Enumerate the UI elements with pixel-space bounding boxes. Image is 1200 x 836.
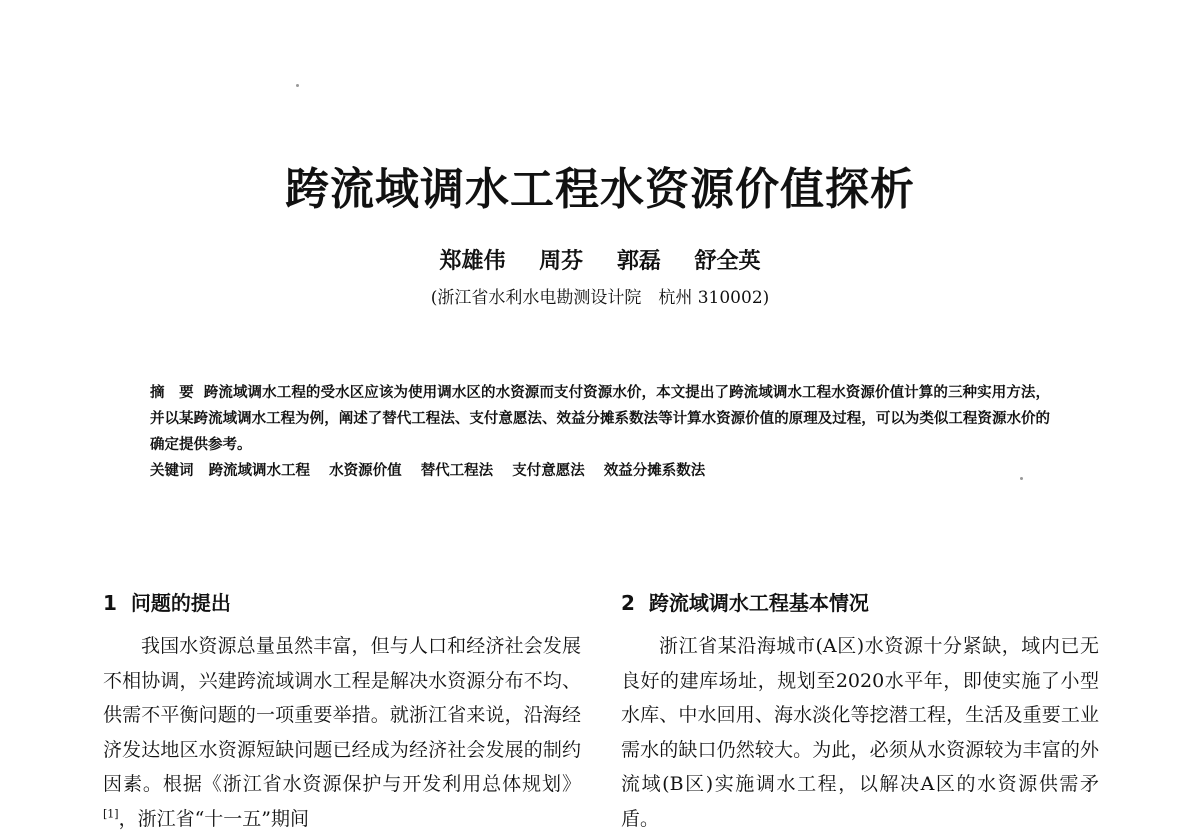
keyword: 水资源价值 [329,463,402,479]
keywords-label: 关键词 [150,463,194,479]
author-name: 周芬 [539,249,584,274]
section-paragraph [103,629,581,836]
section-paragraph: 浙江省某沿海城市(A区)水资源十分紧缺，域内已无良好的建库场址，规划至2020水平年，即使实施了小型水库、中水回用、海水淡化等挖潜工程，生活及重要工业需水的缺口仍然较大。为此，必须从水资源较为丰富的外流域(B区)实施调水工程，以解决A区的水资源供需矛盾。 [621,635,1099,830]
section-title: 跨流域调水工程基本情况 [648,591,869,615]
left-column [103,583,581,836]
author-list [0,244,1200,275]
keyword: 支付意愿法 [512,463,585,479]
paragraph-text: 我国水资源总量虽然丰富，但与人口和经济社会发展不相协调，兴建跨流域调水工程是解决水资源分布不均、供需不平衡问题的一项重要举措。就浙江省来说，沿海经济发达地区水资源短缺问题已经成为经济社会发展的制约因素。根据《浙江省水资源保护与开发利用总体规划》 [103,635,581,795]
section-heading [103,583,581,623]
paper-title: 跨流域调水工程水资源价值探析 [285,164,915,215]
citation-ref: [1] [103,807,119,821]
abstract [150,380,1050,458]
keyword: 跨流域调水工程 [208,463,311,479]
keywords [150,458,1050,484]
section-number: 2 [621,591,635,615]
right-column [621,583,1099,836]
abstract-text: 跨流域调水工程的受水区应该为使用调水区的水资源而支付资源水价，本文提出了跨流域调水工程水资源价值计算的三种实用方法，并以某跨流域调水工程为例，阐述了替代工程法、支付意愿法、效益分摊系数法等计算水资源价值的原理及过程，可以为类似工程资源水价的确定提供参考。 [150,385,1051,453]
author-name: 舒全英 [694,249,761,274]
paragraph-text-continued: ，浙江省“十一五”期间 [118,807,310,830]
keyword: 替代工程法 [420,463,494,479]
keyword: 效益分摊系数法 [603,463,706,479]
section-heading [621,583,1099,623]
scan-speck [1020,477,1023,480]
abstract-label: 摘 要 [150,385,194,401]
abstract-block [150,380,1050,484]
author-name: 郭磊 [616,249,661,274]
section-number: 1 [103,591,117,615]
scan-speck [296,84,299,87]
author-affiliation: (浙江省水利水电勘测设计院 杭州 310002) [430,288,770,308]
section-title: 问题的提出 [130,591,231,615]
author-name: 郑雄伟 [439,249,506,274]
